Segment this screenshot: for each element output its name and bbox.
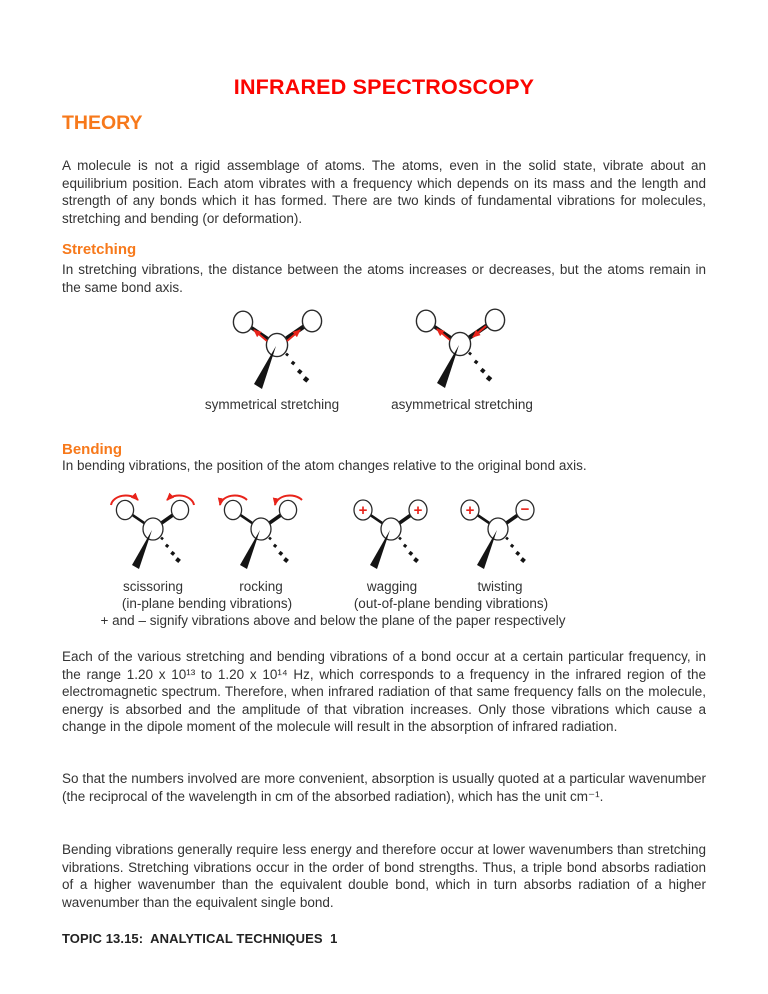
wedge-bond (132, 530, 152, 569)
rocking-label: rocking (239, 579, 283, 594)
wedge-bond (254, 346, 276, 389)
dashed-bond (268, 537, 289, 563)
bending-heading: Bending (62, 441, 122, 458)
wedge-bond (477, 530, 497, 569)
wagging-label: wagging (366, 579, 418, 594)
wedge-bond (240, 530, 260, 569)
plus-symbol: + (358, 502, 368, 519)
rocking-diagram (196, 481, 326, 583)
page-title: INFRARED SPECTROSCOPY (233, 75, 535, 99)
theory-heading: THEORY (62, 112, 143, 134)
in-plane-note: (in-plane bending vibrations) (121, 596, 293, 611)
symmetrical-stretching-diagram (207, 293, 347, 403)
bending-paragraph: In bending vibrations, the position of the atom changes relative to the original bond axis. (62, 458, 587, 473)
wavenumber-paragraph: So that the numbers involved are more convenient, absorption is usually quoted at a particular wavenumber (the reciprocal of the wavelength in cm of the absorbed radiation), which has the unit cm⁻¹. (62, 771, 706, 804)
dashed-bond (398, 537, 419, 563)
frequency-paragraph: Each of the various stretching and bending vibrations of a bond occur at a certain particular frequency, in the range 1.20 x 10¹³ to 1.20 x 10¹⁴ Hz, which corresponds to a frequency in the infrared region of the electromagnetic spectrum. Therefore, when infrared radiation of that same frequency falls on the molecule, energy is absorbed and the amplitude of that vibration increases. Only those vibrations which cause a change in the dipole moment of the molecule will result in the absorption of infrared radiation. (62, 649, 706, 735)
topic-footer: TOPIC 13.15: ANALYTICAL TECHNIQUES 1 (62, 931, 338, 946)
symmetrical-stretching-label: symmetrical stretching (204, 397, 340, 412)
asymmetrical-stretching-label: asymmetrical stretching (391, 397, 533, 412)
asymmetrical-stretching-diagram (390, 292, 530, 402)
plus-symbol: + (465, 502, 475, 519)
twisting-diagram (433, 481, 563, 583)
stretching-paragraph: In stretching vibrations, the distance between the atoms increases or decreases, but the atoms remain in the same bond axis. (62, 262, 706, 295)
energy-paragraph: Bending vibrations generally require less energy and therefore occur at lower wavenumbers than stretching vibrations. Stretching vibrations occur in the order of bond strengths. Thus, a triple bond absorbs radiation of a higher wavenumber than the equivalent double bond, which in turn absorbs radiation of a higher wavenumber than the equivalent single bond. (62, 842, 706, 910)
dashed-bond (285, 353, 309, 383)
minus-symbol: − (520, 501, 530, 518)
wedge-bond (370, 530, 390, 569)
twisting-label: twisting (477, 579, 523, 594)
dashed-bond (468, 352, 492, 382)
out-of-plane-note: (out-of-plane bending vibrations) (353, 596, 549, 611)
theory-paragraph: A molecule is not a rigid assemblage of atoms. The atoms, even in the solid state, vibrate about an equilibrium position. Each atom vibrates with a frequency which depends on its mass and the length and strength of any bonds which it has formed. There are two kinds of fundamental vibrations for molecules, stretching and bending (or deformation). (62, 158, 706, 226)
scissoring-label: scissoring (122, 579, 184, 594)
stretching-heading: Stretching (62, 241, 137, 258)
wedge-bond (437, 345, 459, 388)
dashed-bond (160, 537, 181, 563)
dashed-bond (505, 537, 526, 563)
plane-sign-note: + and – signify vibrations above and below the plane of the paper respectively (100, 613, 566, 628)
plus-symbol: + (413, 502, 423, 519)
